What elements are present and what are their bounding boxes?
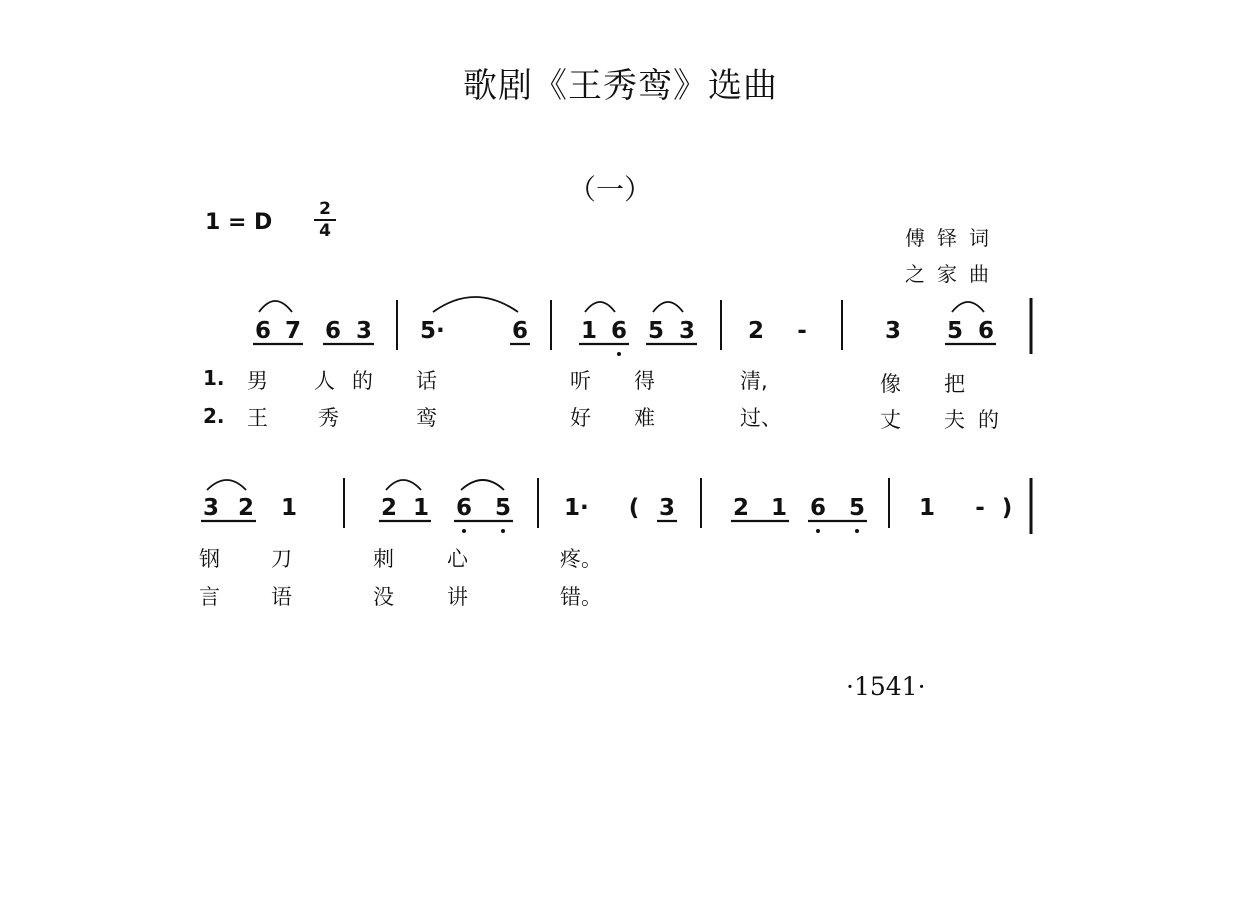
slur xyxy=(952,302,984,312)
lyric: 错。 xyxy=(560,585,602,609)
note: 5 xyxy=(647,318,664,344)
note: 1 xyxy=(770,495,787,521)
note: 2 xyxy=(380,495,397,521)
slur xyxy=(207,480,246,490)
note: ) xyxy=(1001,495,1013,521)
lyric: 把 xyxy=(944,372,965,396)
lyric: 清, xyxy=(740,369,768,393)
note: 6 xyxy=(610,318,627,344)
lyric: 鸾 xyxy=(416,406,437,430)
note: 7 xyxy=(284,318,301,344)
composer-credit: 之家曲 xyxy=(905,262,1001,286)
note: 6 xyxy=(324,318,341,344)
note: - xyxy=(975,495,985,521)
low-octave-dot xyxy=(617,352,621,356)
note: 6 xyxy=(809,495,826,521)
note: - xyxy=(797,318,807,344)
note: 2 xyxy=(237,495,254,521)
lyric: 讲 xyxy=(447,585,468,609)
note: 1 xyxy=(918,495,935,521)
lyric: 刺 xyxy=(373,547,394,571)
page-number: ·1541· xyxy=(846,672,926,701)
lyric: 刀 xyxy=(271,547,292,571)
lyric: 言 xyxy=(199,585,220,609)
note: 1 xyxy=(412,495,429,521)
lyric: 钢 xyxy=(199,547,220,571)
lyric: 好 xyxy=(570,406,591,430)
lyric: 没 xyxy=(373,585,394,609)
note: 5 xyxy=(494,495,511,521)
key-signature: 1 = D xyxy=(205,210,273,235)
note: 3 xyxy=(678,318,695,344)
note: ( xyxy=(628,495,640,521)
note: 6 xyxy=(511,318,528,344)
note: 3 xyxy=(355,318,372,344)
lyric: 男 xyxy=(247,369,268,393)
lyric: 王 xyxy=(247,406,268,430)
lyric: 像 xyxy=(880,372,901,396)
note: 5 xyxy=(946,318,963,344)
lyric: 语 xyxy=(271,585,292,609)
slur xyxy=(259,301,292,312)
page-title: 歌剧《王秀鸾》选曲 xyxy=(463,66,778,106)
lyric: 的 xyxy=(352,369,373,393)
lyric: 夫 xyxy=(944,408,965,432)
low-octave-dot xyxy=(816,529,820,533)
verse-number: 1. xyxy=(203,366,225,390)
note: 6 xyxy=(977,318,994,344)
lyric: 过、 xyxy=(740,406,782,430)
slur xyxy=(653,302,683,312)
note: 3 xyxy=(884,318,901,344)
lyric: 心 xyxy=(447,547,468,571)
low-octave-dot xyxy=(501,529,505,533)
note: 6 xyxy=(254,318,271,344)
slur xyxy=(461,480,504,490)
note: 3 xyxy=(202,495,219,521)
slur xyxy=(585,302,615,312)
verse-number: 2. xyxy=(203,404,225,428)
note: 5 xyxy=(848,495,865,521)
lyric: 的 xyxy=(978,408,999,432)
low-octave-dot xyxy=(462,529,466,533)
note: 2 xyxy=(732,495,749,521)
note: 1· xyxy=(564,495,589,521)
lyric: 难 xyxy=(634,406,655,430)
section-number: （一） xyxy=(567,173,652,206)
slur xyxy=(386,480,421,490)
lyric: 得 xyxy=(634,369,655,393)
note: 6 xyxy=(455,495,472,521)
note: 1 xyxy=(280,495,297,521)
time-signature-top: 2 xyxy=(319,199,331,219)
lyric: 疼。 xyxy=(560,547,602,571)
lyric: 秀 xyxy=(318,406,339,430)
slur xyxy=(433,297,518,312)
lyric: 丈 xyxy=(880,408,901,432)
lyric: 听 xyxy=(570,369,591,393)
note: 1 xyxy=(580,318,597,344)
low-octave-dot xyxy=(855,529,859,533)
note: 5· xyxy=(420,318,445,344)
lyricist-credit: 傅铎词 xyxy=(905,226,1001,250)
note: 3 xyxy=(658,495,675,521)
lyric: 人 xyxy=(314,369,335,393)
lyric: 话 xyxy=(416,369,437,393)
time-signature-bottom: 4 xyxy=(319,221,331,241)
note: 2 xyxy=(747,318,764,344)
